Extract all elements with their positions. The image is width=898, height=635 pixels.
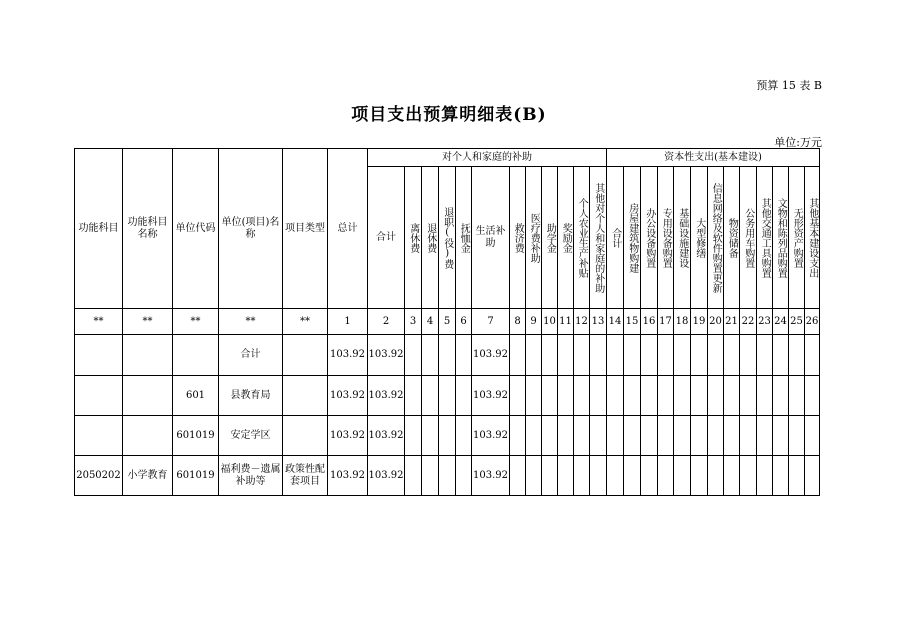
col-unit-code: 单位代码 xyxy=(173,149,219,309)
budget-table xyxy=(74,148,820,496)
index-cell: 25 xyxy=(789,309,805,335)
col-project-type: 项目类型 xyxy=(283,149,328,309)
cell-func-name xyxy=(123,416,173,456)
cell-func xyxy=(75,376,123,416)
col-personal-1: 离休费 xyxy=(405,167,422,309)
index-cell: 15 xyxy=(624,309,641,335)
index-cell: 13 xyxy=(590,309,607,335)
cell-name: 合计 xyxy=(219,335,283,376)
group-personal-header: 对个人和家庭的补助 xyxy=(368,149,607,167)
cell-code: 601019 xyxy=(173,456,219,496)
table-code: 预算 15 表 B xyxy=(756,79,822,92)
cell-name: 福利费－遗属补助等 xyxy=(219,456,283,496)
cell-total: 103.92 xyxy=(328,376,368,416)
col-capital-4: 基础设施建设 xyxy=(674,167,691,309)
col-personal-2: 退休费 xyxy=(422,167,439,309)
col-capital-1: 房屋建筑物购建 xyxy=(624,167,641,309)
index-cell: 19 xyxy=(691,309,708,335)
index-cell: 7 xyxy=(472,309,510,335)
cell-func xyxy=(75,335,123,376)
col-personal-total: 合计 xyxy=(368,167,405,309)
cell-type xyxy=(283,416,328,456)
col-personal-4: 抚恤金 xyxy=(456,167,472,309)
col-personal-3: 退职(役)费 xyxy=(439,167,456,309)
index-cell: 1 xyxy=(328,309,368,335)
index-cell: 16 xyxy=(641,309,658,335)
cell-name: 安定学区 xyxy=(219,416,283,456)
index-cell: 12 xyxy=(574,309,590,335)
index-cell: 2 xyxy=(368,309,405,335)
cell-total: 103.92 xyxy=(328,416,368,456)
col-personal-10: 个人农业生产补贴 xyxy=(574,167,590,309)
cell-living-subsidy: 103.92 xyxy=(472,416,510,456)
col-func-subject: 功能科目 xyxy=(75,149,123,309)
index-cell: ** xyxy=(219,309,283,335)
index-cell: 9 xyxy=(526,309,542,335)
index-cell: ** xyxy=(283,309,328,335)
cell-func-name: 小学教育 xyxy=(123,456,173,496)
col-personal-6: 救济费 xyxy=(510,167,526,309)
index-cell: 21 xyxy=(724,309,740,335)
index-cell: 22 xyxy=(740,309,757,335)
cell-type: 政策性配套项目 xyxy=(283,456,328,496)
index-cell: 20 xyxy=(708,309,724,335)
index-row xyxy=(75,309,820,335)
index-cell: 5 xyxy=(439,309,456,335)
index-cell: 11 xyxy=(558,309,574,335)
cell-personal-total: 103.92 xyxy=(368,376,405,416)
col-capital-8: 公务用车购置 xyxy=(740,167,757,309)
index-cell: 14 xyxy=(607,309,624,335)
cell-living-subsidy: 103.92 xyxy=(472,376,510,416)
cell-personal-total: 103.92 xyxy=(368,335,405,376)
col-capital-2: 办公设备购置 xyxy=(641,167,658,309)
col-func-subject-name: 功能科目名称 xyxy=(123,149,173,309)
index-cell: 26 xyxy=(805,309,820,335)
table-row xyxy=(75,456,820,496)
index-cell: 8 xyxy=(510,309,526,335)
cell-personal-total: 103.92 xyxy=(368,416,405,456)
index-cell: 18 xyxy=(674,309,691,335)
index-cell: 6 xyxy=(456,309,472,335)
index-cell: 17 xyxy=(658,309,674,335)
cell-total: 103.92 xyxy=(328,456,368,496)
page-title: 项目支出预算明细表(B) xyxy=(351,105,547,125)
cell-type xyxy=(283,335,328,376)
index-cell: 10 xyxy=(542,309,558,335)
col-capital-10: 文物和陈列品购置 xyxy=(773,167,789,309)
cell-func-name xyxy=(123,376,173,416)
cell-personal-total: 103.92 xyxy=(368,456,405,496)
col-personal-5: 生活补助 xyxy=(472,167,510,309)
index-cell: 4 xyxy=(422,309,439,335)
cell-total: 103.92 xyxy=(328,335,368,376)
col-capital-3: 专用设备购置 xyxy=(658,167,674,309)
col-capital-5: 大型修缮 xyxy=(691,167,708,309)
col-capital-7: 物资储备 xyxy=(724,167,740,309)
index-cell: 3 xyxy=(405,309,422,335)
cell-code: 601 xyxy=(173,376,219,416)
unit-label: 单位:万元 xyxy=(774,136,822,149)
group-capital-header: 资本性支出(基本建设) xyxy=(607,149,820,167)
col-personal-9: 奖励金 xyxy=(558,167,574,309)
cell-func: 2050202 xyxy=(75,456,123,496)
index-cell: ** xyxy=(123,309,173,335)
cell-name: 县教育局 xyxy=(219,376,283,416)
cell-living-subsidy: 103.92 xyxy=(472,335,510,376)
col-capital-total: 合计 xyxy=(607,167,624,309)
col-capital-11: 无形资产购置 xyxy=(789,167,805,309)
table-row xyxy=(75,376,820,416)
col-personal-11: 其他对个人和家庭的补助 xyxy=(590,167,607,309)
index-cell: ** xyxy=(75,309,123,335)
col-personal-8: 助学金 xyxy=(542,167,558,309)
cell-code xyxy=(173,335,219,376)
index-cell: 24 xyxy=(773,309,789,335)
index-cell: ** xyxy=(173,309,219,335)
cell-living-subsidy: 103.92 xyxy=(472,456,510,496)
table-row xyxy=(75,416,820,456)
index-cell: 23 xyxy=(757,309,773,335)
col-capital-12: 其他基本建设支出 xyxy=(805,167,820,309)
col-capital-9: 其他交通工具购置 xyxy=(757,167,773,309)
cell-func xyxy=(75,416,123,456)
col-personal-7: 医疗费补助 xyxy=(526,167,542,309)
col-total: 总计 xyxy=(328,149,368,309)
cell-type xyxy=(283,376,328,416)
cell-code: 601019 xyxy=(173,416,219,456)
col-unit-name: 单位(项目)名称 xyxy=(219,149,283,309)
col-capital-6: 信息网络及软件购置更新 xyxy=(708,167,724,309)
table-row xyxy=(75,335,820,376)
cell-func-name xyxy=(123,335,173,376)
